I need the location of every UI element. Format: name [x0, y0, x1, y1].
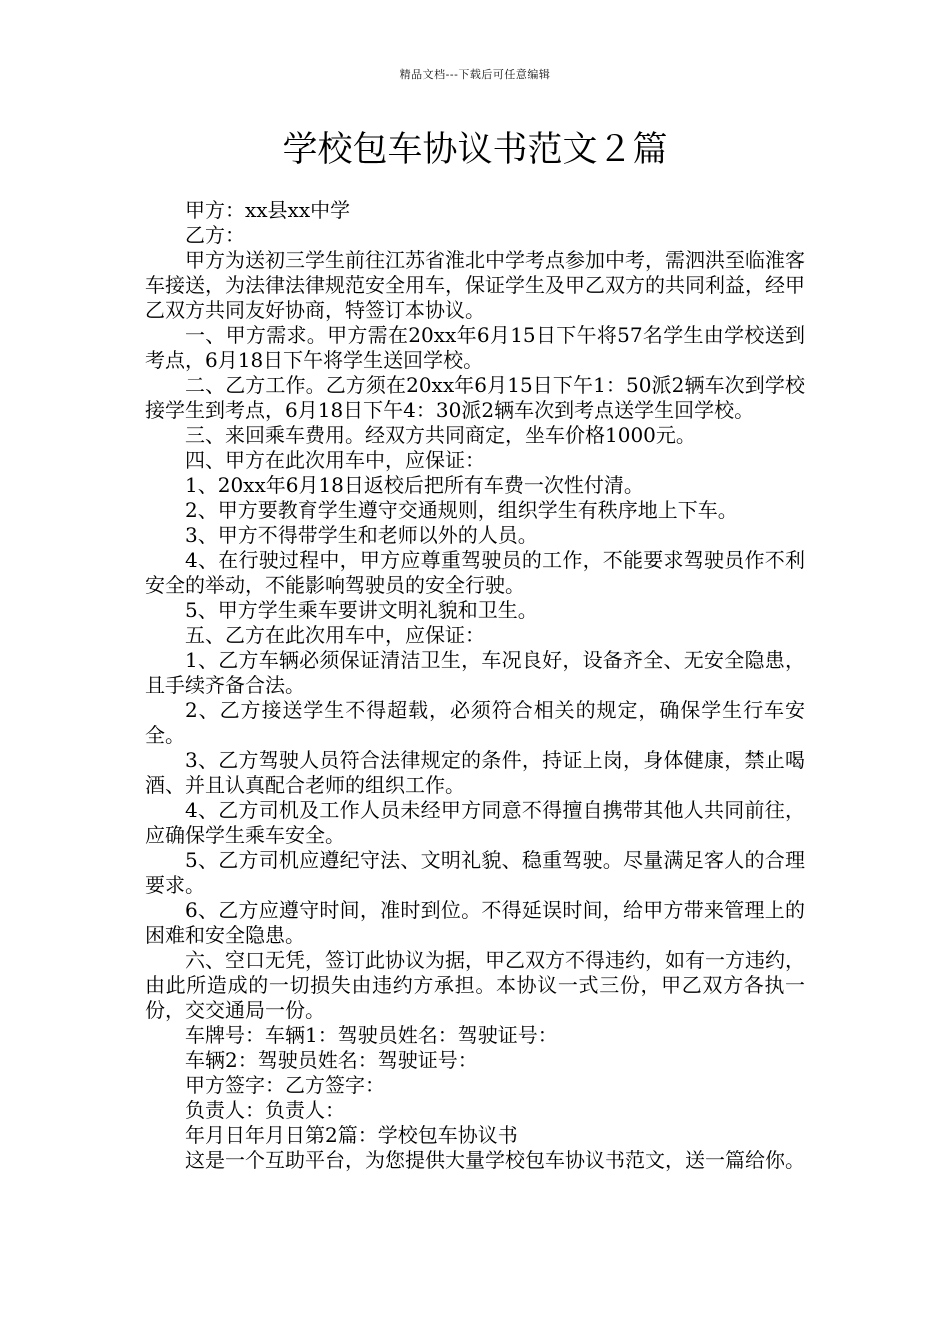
closing-paragraph: 这是一个互助平台，为您提供大量学校包车协议书范文，送一篇给你。: [185, 1148, 805, 1172]
clause-6: 六、空口无凭，签订此协议为据，甲乙双方不得违约，如有一方违约，由此所造成的一切损失由违约方承担。本协议一式三份，甲乙双方各执一份，交交通局一份。: [145, 948, 805, 1022]
clause-4-item-5: 5、甲方学生乘车要讲文明礼貌和卫生。: [185, 598, 538, 622]
document-body: [145, 198, 805, 1173]
document-title: 学校包车协议书范文２篇: [282, 130, 668, 170]
clause-4-item-1: 1、20xx年6月18日返校后把所有车费一次性付清。: [185, 473, 644, 497]
clause-4-item-2: 2、甲方要教育学生遵守交通规则，组织学生有秩序地上下车。: [185, 498, 738, 522]
intro-paragraph: 甲方为送初三学生前往江苏省淮北中学考点参加中考，需泗洪至临淮客车接送，为法律法律规范安全用车，保证学生及甲乙双方的共同利益，经甲乙双方共同友好协商，特签订本协议。: [145, 248, 805, 322]
clause-2: 二、乙方工作。乙方须在20xx年6月15日下午1：50派2辆车次到学校接学生到考点，6月18日下午4：30派2辆车次到考点送学生回学校。: [145, 373, 805, 422]
clause-3: 三、来回乘车费用。经双方共同商定，坐车价格1000元。: [185, 423, 696, 447]
responsible-person-line: 负责人：负责人：: [185, 1098, 345, 1122]
clause-4-item-4: 4、在行驶过程中，甲方应尊重驾驶员的工作，不能要求驾驶员作不利安全的举动，不能影响驾驶员的安全行驶。: [145, 548, 805, 597]
clause-4-item-3: 3、甲方不得带学生和老师以外的人员。: [185, 523, 538, 547]
clause-5-item-4: 4、乙方司机及工作人员未经甲方同意不得擅自携带其他人共同前往，应确保学生乘车安全。: [145, 798, 805, 847]
vehicle-2-line: 车辆2：驾驶员姓名：驾驶证号：: [185, 1048, 478, 1072]
party-a-line: 甲方：xx县xx中学: [185, 198, 351, 222]
clause-5-item-5: 5、乙方司机应遵纪守法、文明礼貌、稳重驾驶。尽量满足客人的合理要求。: [145, 848, 805, 897]
plate-number-line: 车牌号：车辆1：驾驶员姓名：驾驶证号：: [185, 1023, 558, 1047]
clause-5-heading: 五、乙方在此次用车中，应保证：: [185, 623, 485, 647]
clause-5-item-1: 1、乙方车辆必须保证清洁卫生，车况良好，设备齐全、无安全隐患，且手续齐备合法。: [145, 648, 805, 697]
clause-5-item-6: 6、乙方应遵守时间，准时到位。不得延误时间，给甲方带来管理上的困难和安全隐患。: [145, 898, 805, 947]
signature-line: 甲方签字：乙方签字：: [185, 1073, 385, 1097]
date-and-part-2-heading: 年月日年月日第2篇：学校包车协议书: [185, 1123, 518, 1147]
header-note: 精品文档---下载后可任意编辑: [399, 68, 551, 81]
clause-5-item-3: 3、乙方驾驶人员符合法律规定的条件，持证上岗，身体健康，禁止喝酒、并且认真配合老师的组织工作。: [145, 748, 805, 797]
clause-4-heading: 四、甲方在此次用车中，应保证：: [185, 448, 485, 472]
clause-1: 一、甲方需求。甲方需在20xx年6月15日下午将57名学生由学校送到考点，6月18日下午将学生送回学校。: [145, 323, 805, 372]
clause-5-item-2: 2、乙方接送学生不得超载，必须符合相关的规定，确保学生行车安全。: [145, 698, 805, 747]
party-b-line: 乙方：: [185, 223, 245, 247]
